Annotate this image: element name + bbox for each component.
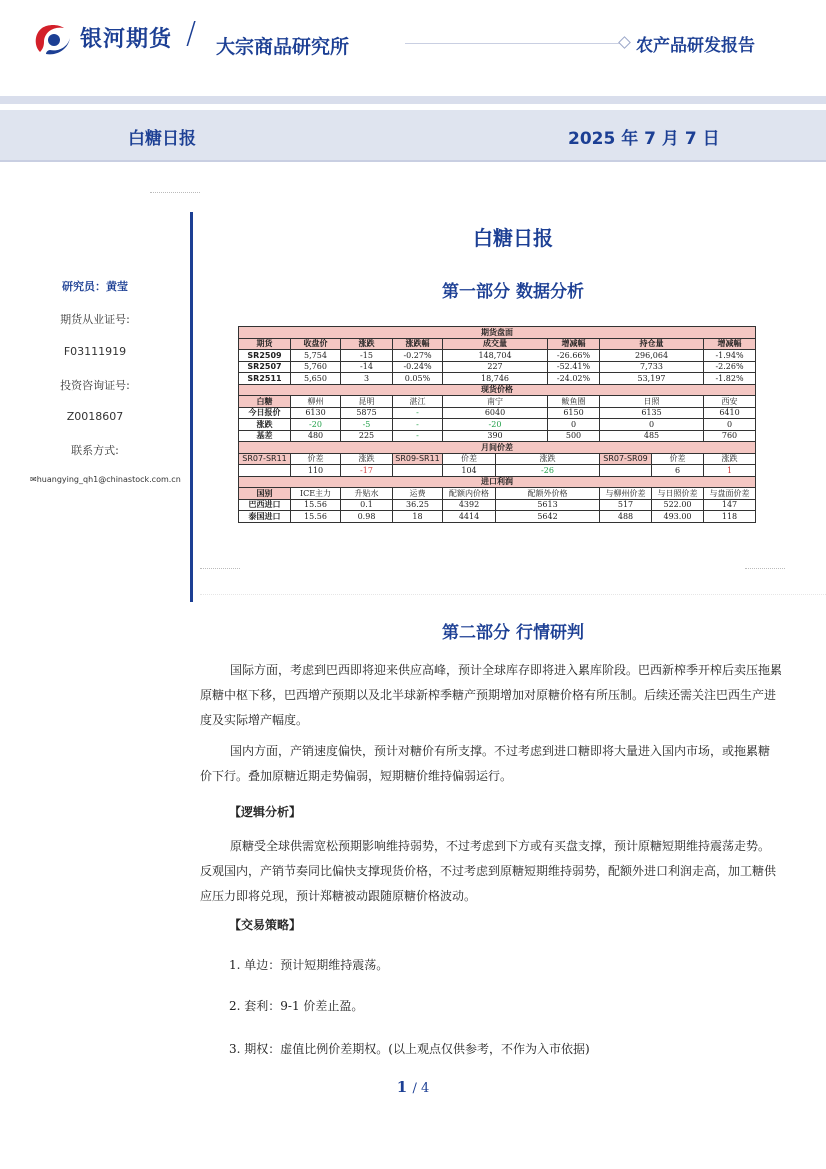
table-cell: 7,733 <box>600 361 704 373</box>
page-number <box>0 1078 826 1096</box>
strategy-item-2: 2. 套利：9-1 价差止盈。 <box>229 999 364 1013</box>
column-header: 运费 <box>393 488 443 500</box>
table-cell: 485 <box>600 430 704 442</box>
table-cell: 147 <box>704 499 756 511</box>
table-cell: 基差 <box>239 430 291 442</box>
table-row <box>239 511 756 523</box>
column-header: 南宁 <box>443 396 548 408</box>
header-rule <box>405 43 620 44</box>
table-cell: 0 <box>704 419 756 431</box>
table-cell: 0.1 <box>341 499 393 511</box>
table-cell: 0 <box>548 419 600 431</box>
column-header: SR07-SR09 <box>600 453 652 465</box>
table-cell: 227 <box>443 361 548 373</box>
column-header: 增减幅 <box>704 338 756 350</box>
table-cell: 4392 <box>443 499 496 511</box>
table-cell: 118 <box>704 511 756 523</box>
table-header-import <box>239 488 756 500</box>
column-header: 白糖 <box>239 396 291 408</box>
table-header-futures <box>239 338 756 350</box>
table-cell: -1.82% <box>704 373 756 385</box>
main-title: 白糖日报 <box>473 226 553 250</box>
table-cell: 104 <box>443 465 496 477</box>
strategy-item-3: 3. 期权：虚值比例价差期权。(以上观点仅供参考，不作为入市依据) <box>229 1042 590 1056</box>
column-header: 增减幅 <box>548 338 600 350</box>
column-header: 升贴水 <box>341 488 393 500</box>
column-header: 日照 <box>600 396 704 408</box>
table-cell: SR2509 <box>239 350 291 362</box>
table-cell <box>393 465 443 477</box>
table-row <box>239 499 756 511</box>
table-row <box>239 430 756 442</box>
table-cell: -0.24% <box>393 361 443 373</box>
dotted-rule <box>745 568 785 569</box>
report-date: 2025 年 7 月 7 日 <box>568 129 720 149</box>
header-divider: / <box>186 16 197 51</box>
table-cell: -0.27% <box>393 350 443 362</box>
table-section-futures <box>239 327 756 339</box>
column-header: ICE主力 <box>291 488 341 500</box>
envelope-icon: ✉ <box>30 475 37 484</box>
paragraph-international: 国际方面，考虑到巴西即将迎来供应高峰，预计全球库存即将进入累库阶段。巴西新榨季开榨后卖压拖累原糖中枢下移，巴西增产预期以及北半球新榨季糖产预期增加对原糖价格有所压制。后续还需关注巴西生产进度及实际增产幅度。 <box>200 663 783 727</box>
table-row <box>239 373 756 385</box>
table-cell: 522.00 <box>652 499 704 511</box>
table-cell: 5642 <box>496 511 600 523</box>
strategy-item-1: 1. 单边：预计短期维持震荡。 <box>229 958 389 972</box>
strategy-heading: 【交易策略】 <box>229 918 302 932</box>
table-cell: -1.94% <box>704 350 756 362</box>
column-header: 涨跌 <box>496 453 600 465</box>
table-cell: 390 <box>443 430 548 442</box>
page-total: / 4 <box>412 1081 430 1096</box>
table-cell: 493.00 <box>652 511 704 523</box>
table-cell: - <box>393 407 443 419</box>
column-header: 鲅鱼圈 <box>548 396 600 408</box>
column-header: 与日照价差 <box>652 488 704 500</box>
table-cell: 今日报价 <box>239 407 291 419</box>
data-table <box>238 326 756 523</box>
section-title-futures: 期货盘面 <box>239 327 756 339</box>
column-header: SR09-SR11 <box>393 453 443 465</box>
table-cell: 涨跌 <box>239 419 291 431</box>
table-cell <box>239 465 291 477</box>
table-row <box>239 407 756 419</box>
column-header: 涨跌 <box>341 453 393 465</box>
column-header: SR07-SR11 <box>239 453 291 465</box>
license-number: F03111919 <box>63 345 127 358</box>
table-cell: - <box>393 419 443 431</box>
table-cell: -26.66% <box>548 350 600 362</box>
report-type: 农产品研发报告 <box>636 36 755 56</box>
column-header: 涨跌 <box>704 453 756 465</box>
table-row <box>239 361 756 373</box>
column-header: 价差 <box>291 453 341 465</box>
logic-heading: 【逻辑分析】 <box>229 805 302 819</box>
paragraph-logic: 原糖受全球供需宽松预期影响维持弱势，不过考虑到下方或有买盘支撑，预计原糖短期维持震荡走势。反观国内，产销节奏同比偏快支撑现货价格，不过考虑到原糖短期维持弱势，配额外进口利润走高，加工糖供应压力即将兑现，预计郑糖被动跟随原糖价格波动。 <box>200 839 777 903</box>
table-cell: 18,746 <box>443 373 548 385</box>
report-title: 白糖日报 <box>128 129 196 149</box>
table-cell: -20 <box>443 419 548 431</box>
section-rule <box>200 594 826 595</box>
column-header: 配额外价格 <box>496 488 600 500</box>
section-title-import: 进口利润 <box>239 476 756 488</box>
sidebar-dotted-rule <box>150 192 200 193</box>
part2-heading: 第二部分 行情研判 <box>442 623 584 643</box>
table-cell: 巴西进口 <box>239 499 291 511</box>
column-header: 柳州 <box>291 396 341 408</box>
column-header: 昆明 <box>341 396 393 408</box>
table-row <box>239 465 756 477</box>
table-cell: 18 <box>393 511 443 523</box>
table-cell: 5,760 <box>291 361 341 373</box>
table-cell: 0 <box>600 419 704 431</box>
table-cell: -24.02% <box>548 373 600 385</box>
table-cell: -2.26% <box>704 361 756 373</box>
column-header: 湛江 <box>393 396 443 408</box>
column-header: 配额内价格 <box>443 488 496 500</box>
paragraph-domestic: 国内方面，产销速度偏快，预计对糖价有所支撑。不过考虑到进口糖即将大量进入国内市场，或拖累糖价下行。叠加原糖近期走势偏弱，短期糖价维持偏弱运行。 <box>200 744 771 783</box>
table-header-spot <box>239 396 756 408</box>
table-cell: 148,704 <box>443 350 548 362</box>
table-section-spot <box>239 384 756 396</box>
contact-label: 联系方式: <box>71 444 119 457</box>
researcher-name: 研究员：黄莹 <box>62 280 128 293</box>
column-header: 国别 <box>239 488 291 500</box>
table-cell: -52.41% <box>548 361 600 373</box>
table-cell: -17 <box>341 465 393 477</box>
table-cell: -26 <box>496 465 600 477</box>
table-cell: 5,650 <box>291 373 341 385</box>
consult-label: 投资咨询证号: <box>60 379 130 392</box>
consult-number: Z0018607 <box>66 410 124 423</box>
table-cell: SR2507 <box>239 361 291 373</box>
table-cell: 6130 <box>291 407 341 419</box>
column-header: 持仓量 <box>600 338 704 350</box>
table-cell: 296,064 <box>600 350 704 362</box>
brand-name: 银河期货 <box>80 27 173 52</box>
part1-heading: 第一部分 数据分析 <box>442 282 584 302</box>
table-cell: 225 <box>341 430 393 442</box>
institute-name: 大宗商品研究所 <box>216 36 350 58</box>
table-section-spread <box>239 442 756 454</box>
table-cell: 6410 <box>704 407 756 419</box>
table-cell <box>600 465 652 477</box>
email-contact[interactable] <box>30 475 181 484</box>
table-section-import <box>239 476 756 488</box>
section-title-spread: 月间价差 <box>239 442 756 454</box>
table-cell: 0.98 <box>341 511 393 523</box>
column-header: 收盘价 <box>291 338 341 350</box>
column-header: 西安 <box>704 396 756 408</box>
table-cell: 0.05% <box>393 373 443 385</box>
section-title-spot: 现货价格 <box>239 384 756 396</box>
column-header: 期货 <box>239 338 291 350</box>
table-cell: 110 <box>291 465 341 477</box>
table-cell: 480 <box>291 430 341 442</box>
table-cell: 1 <box>704 465 756 477</box>
dotted-rule <box>200 568 240 569</box>
table-cell: 3 <box>341 373 393 385</box>
table-cell: -15 <box>341 350 393 362</box>
table-cell: 5875 <box>341 407 393 419</box>
table-cell: 4414 <box>443 511 496 523</box>
table-cell: 36.25 <box>393 499 443 511</box>
table-cell: 6 <box>652 465 704 477</box>
table-row <box>239 419 756 431</box>
page-header <box>0 0 826 80</box>
table-cell: 15.56 <box>291 499 341 511</box>
table-row <box>239 350 756 362</box>
table-cell: 517 <box>600 499 652 511</box>
column-header: 涨跌幅 <box>393 338 443 350</box>
table-cell: 泰国进口 <box>239 511 291 523</box>
column-header: 与盘面价差 <box>704 488 756 500</box>
table-cell: 500 <box>548 430 600 442</box>
column-header: 涨跌 <box>341 338 393 350</box>
table-cell: 5,754 <box>291 350 341 362</box>
column-header: 与柳州价差 <box>600 488 652 500</box>
diamond-icon <box>618 36 631 49</box>
column-header: 成交量 <box>443 338 548 350</box>
table-cell: 488 <box>600 511 652 523</box>
column-header: 价差 <box>652 453 704 465</box>
license-label: 期货从业证号: <box>60 313 130 326</box>
table-cell: 5613 <box>496 499 600 511</box>
table-cell: SR2511 <box>239 373 291 385</box>
table-cell: -14 <box>341 361 393 373</box>
column-header: 价差 <box>443 453 496 465</box>
table-cell: 6040 <box>443 407 548 419</box>
table-cell: 53,197 <box>600 373 704 385</box>
table-cell: -5 <box>341 419 393 431</box>
galaxy-futures-logo <box>32 22 72 58</box>
table-cell: 6135 <box>600 407 704 419</box>
table-header-spread <box>239 453 756 465</box>
title-bar-stripe <box>0 96 826 104</box>
page-current: 1 <box>396 1078 408 1096</box>
sidebar-divider <box>190 212 193 602</box>
table-cell: 15.56 <box>291 511 341 523</box>
table-cell: 6150 <box>548 407 600 419</box>
email-address[interactable]: huangying_qh1@chinastock.com.cn <box>36 475 181 484</box>
table-cell: - <box>393 430 443 442</box>
table-cell: 760 <box>704 430 756 442</box>
table-cell: -20 <box>291 419 341 431</box>
